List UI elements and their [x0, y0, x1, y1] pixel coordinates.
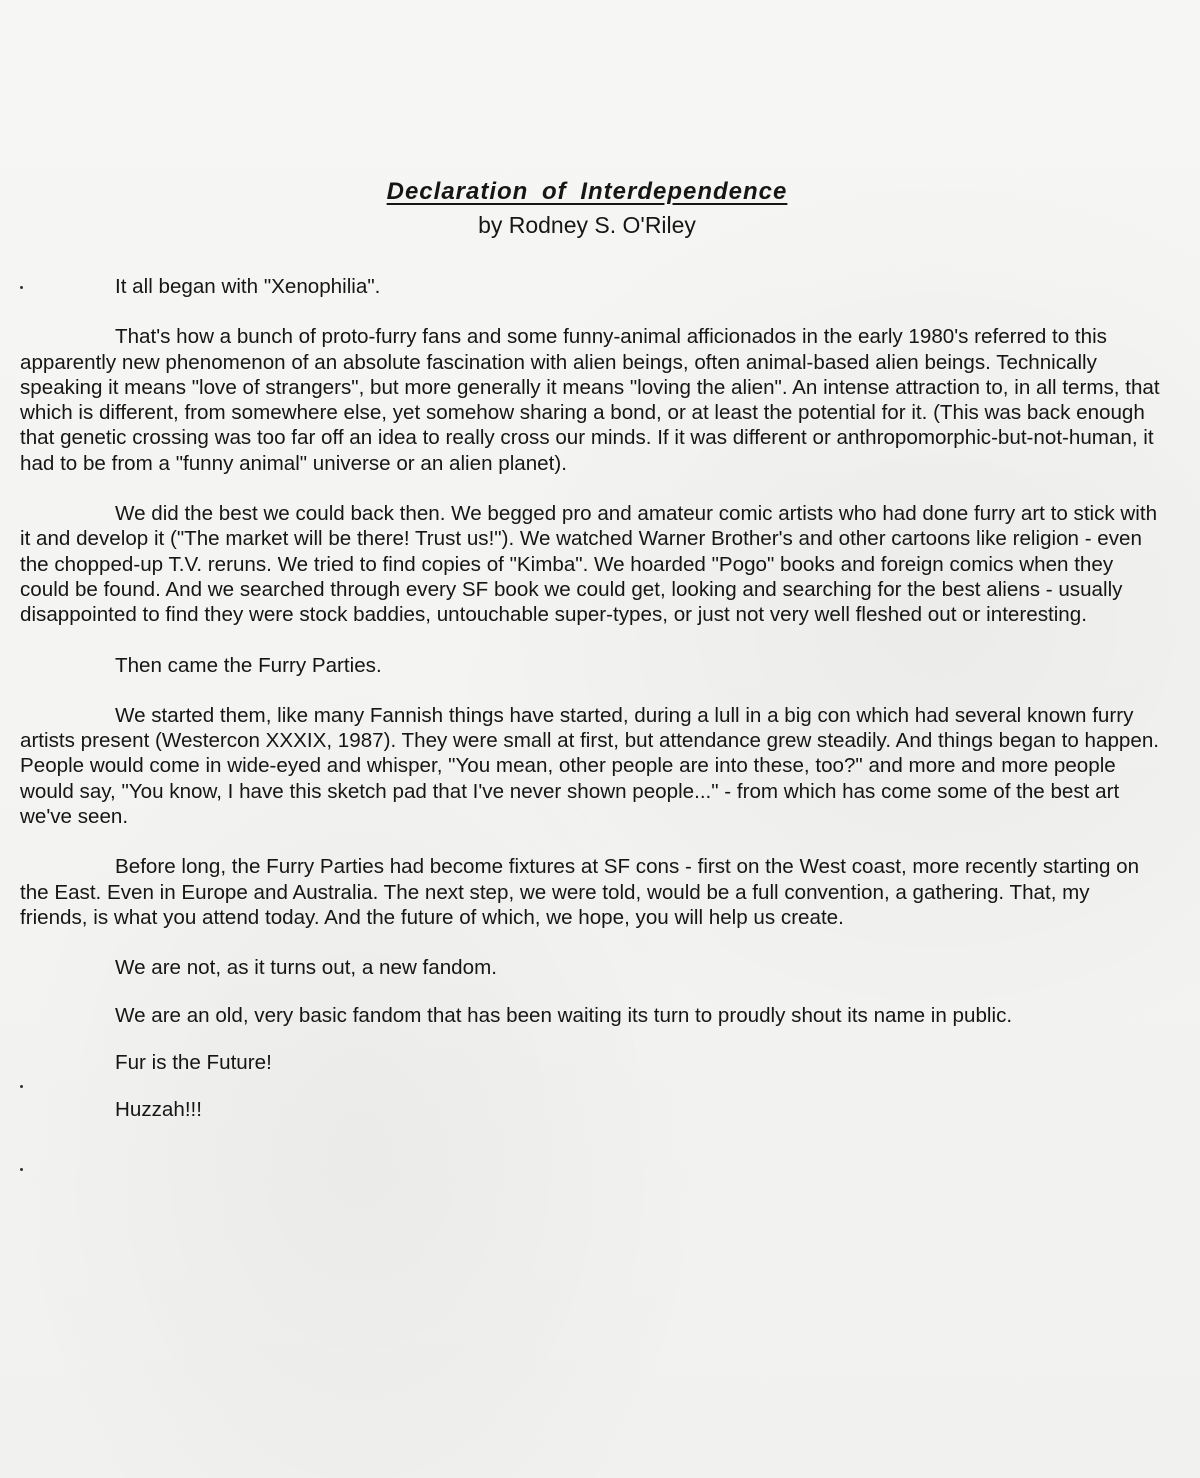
paragraph-9: Fur is the Future!	[115, 1050, 272, 1074]
document-byline: by Rodney S. O'Riley	[478, 212, 696, 238]
paragraph-6: Before long, the Furry Parties had become fixtures at SF cons - first on the West coast, more recently starting on the East. Even in Europe and Australia. The next step, we were told, would be a full convention, a gathering. That, my friends, is what you attend today. And the future of which, we hope, you will help us create.	[20, 855, 1140, 929]
scan-speck	[20, 1085, 23, 1088]
document-body	[20, 274, 1160, 1144]
paragraph-7: We are not, as it turns out, a new fandom.	[115, 956, 497, 980]
scan-speck	[20, 1168, 23, 1171]
scan-speck	[20, 286, 23, 289]
paragraph-2: That's how a bunch of proto-furry fans and some funny-animal afficionados in the early 1980's referred to this apparently new phenomenon of an absolute fascination with alien beings, often animal-based alien beings. Technically speaking it means "love of strangers", but more generally it means "loving the alien". An intense attraction to, in all terms, that which is different, from somewhere else, yet somehow sharing a bond, or at least the potential for it. (This was back enough that genetic crossing was too far off an idea to really cross our minds. If it was different or anthropomorphic-but-not-human, it had to be from a "funny animal" universe or an alien planet).	[20, 325, 1160, 475]
paragraph-5: We started them, like many Fannish things have started, during a lull in a big con which had several known furry artists present (Westercon XXXIX, 1987). They were small at first, but attendance grew steadily. And things began to happen. People would come in wide-eyed and whisper, "You mean, other people are into these, too?" and more and more people would say, "You know, I have this sketch pad that I've never shown people..." - from which has come some of the best art we've seen.	[20, 703, 1160, 829]
paragraph-10: Huzzah!!!	[115, 1098, 202, 1122]
document-title: Declaration of Interdependence	[386, 178, 788, 205]
paragraph-3: We did the best we could back then. We begged pro and amateur comic artists who had done furry art to stick with it and develop it ("The market will be there! Trust us!"). We watched Warner Brother's and other cartoons like religion - even the chopped-up T.V. reruns. We tried to find copies of "Kimba". We hoarded "Pogo" books and foreign comics when they could be found. And we searched through every SF book we could get, looking and searching for the best aliens - usually disappointed to find they were stock baddies, untouchable super-types, or just not very well fleshed out or interesting.	[20, 502, 1158, 627]
paragraph-8: We are an old, very basic fandom that has been waiting its turn to proudly shout its name in public.	[115, 1003, 1013, 1027]
paragraph-4: Then came the Furry Parties.	[115, 653, 382, 677]
paragraph-1: It all began with "Xenophilia".	[115, 275, 381, 298]
